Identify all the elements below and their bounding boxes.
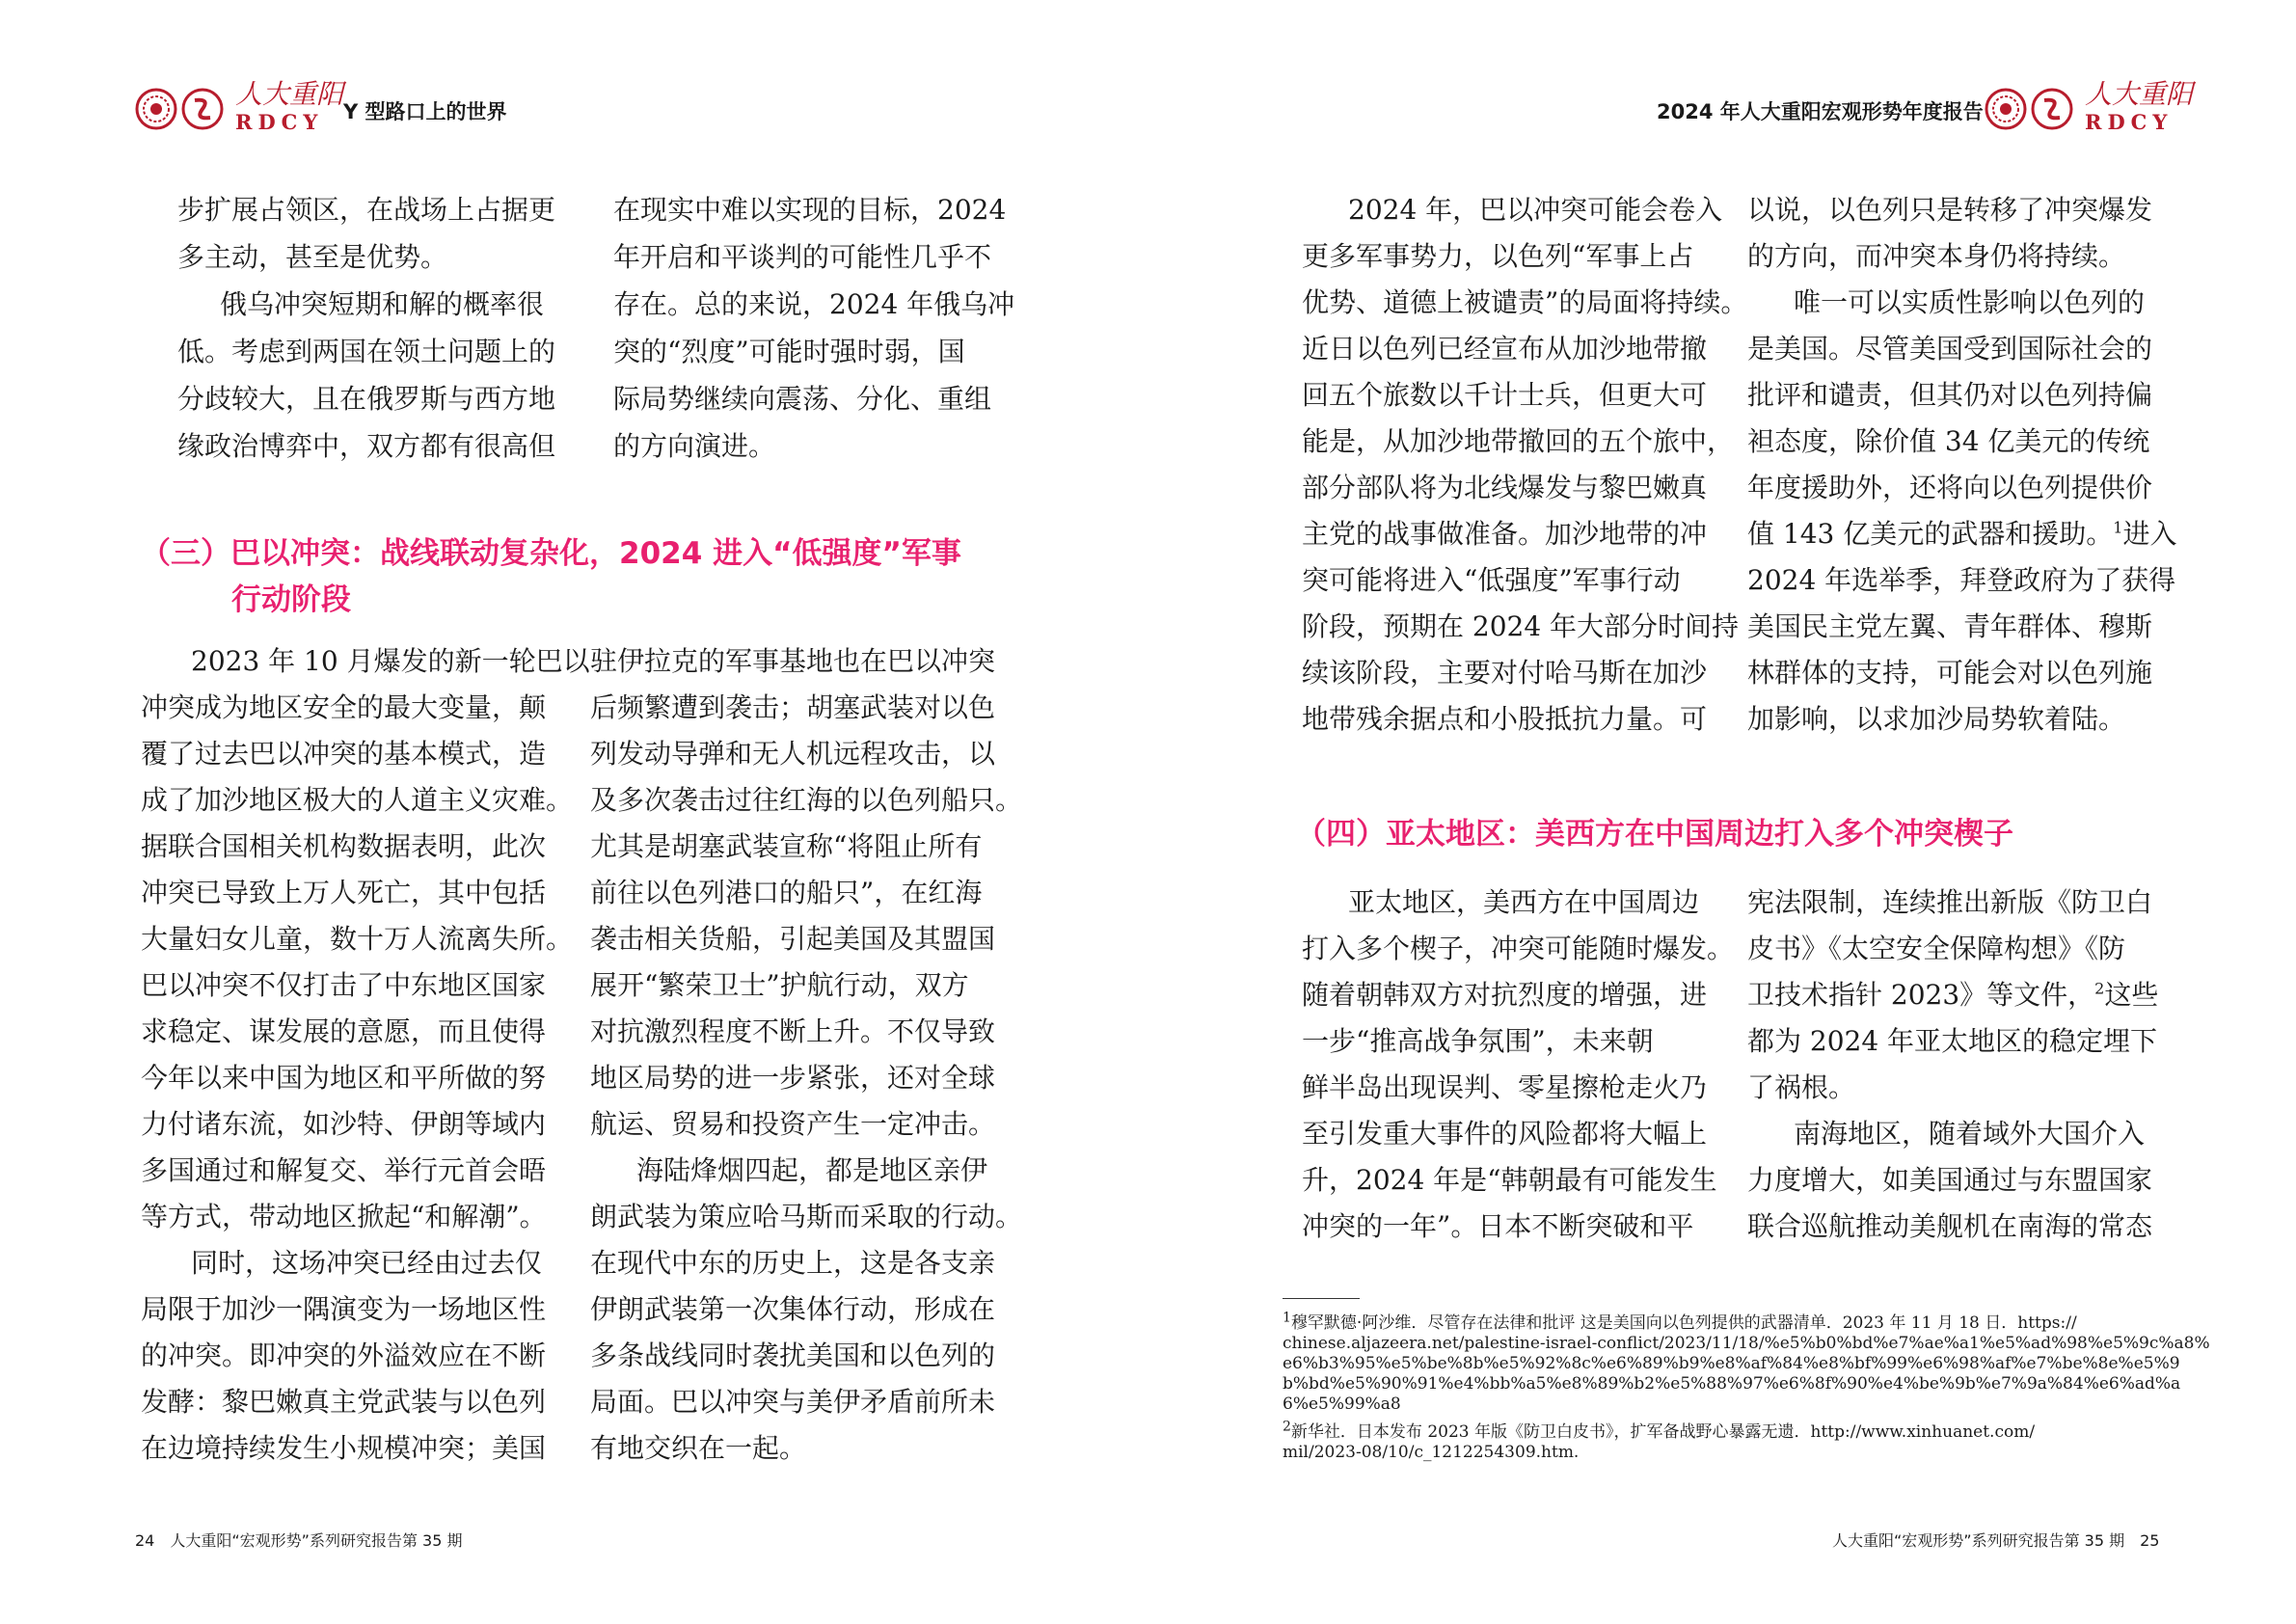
text-line [177, 384, 555, 415]
section-heading-4: （四）亚太地区：美西方在中国周边打入多个冲突楔子 [1296, 817, 2013, 852]
text-line [1794, 287, 2145, 318]
text-line [141, 1202, 547, 1232]
text-line-content: 加影响，以求加沙局势软着陆。 [1747, 703, 2126, 735]
text-line-content: 林群体的支持，可能会对以色列施 [1747, 657, 2153, 689]
text-line [590, 1109, 995, 1140]
text-line [1348, 195, 1722, 226]
text-line-content: 驻伊拉克的军事基地也在巴以冲突 [590, 645, 996, 677]
text-line [590, 1063, 995, 1094]
text-line-content: 等方式，带动地区掀起“和解潮”。 [141, 1201, 547, 1232]
text-line-content: 大量妇女儿童，数十万人流离失所。 [141, 923, 574, 955]
text-line-content: 优势、道德上被谴责”的局面将持续。 [1302, 286, 1748, 318]
text-line-content: 覆了过去巴以冲突的基本模式，造 [141, 738, 547, 770]
text-line [1302, 241, 1693, 272]
rdcy-emblem-icon [1985, 81, 2077, 137]
text-line [1302, 519, 1707, 550]
footnote-number: 2 [1283, 1419, 1291, 1435]
text-line [590, 1340, 995, 1371]
text-line-content: 皮书》《太空安全保障构想》《防 [1747, 933, 2126, 964]
text-line [590, 1248, 995, 1279]
text-line [1747, 611, 2152, 642]
text-line [141, 1016, 546, 1047]
text-line-content: 亚太地区，美西方在中国周边 [1348, 886, 1700, 918]
section-heading-3-continued: 行动阶段 [231, 582, 351, 617]
footnote-line [1283, 1419, 2036, 1443]
text-line-content: 以说，以色列只是转移了冲突爆发 [1747, 194, 2153, 226]
text-line [590, 692, 995, 723]
text-line [590, 831, 982, 862]
footnote-line [1283, 1310, 2077, 1334]
text-line-content: 地区局势的进一步紧张，还对全球 [590, 1062, 996, 1094]
text-line [590, 1016, 995, 1047]
text-line-content: 袭击相关货船，引起美国及其盟国 [590, 923, 996, 955]
text-line [1302, 1119, 1707, 1150]
text-line-content: 近日以色列已经宣布从加沙地带撤 [1302, 333, 1708, 365]
text-line-content: 存在。总的来说，2024 年俄乌冲 [613, 288, 1015, 320]
text-line-content: 伊朗武装第一次集体行动，形成在 [590, 1293, 996, 1325]
text-line-content: 的方向演进。 [613, 430, 776, 462]
text-line [613, 384, 991, 415]
text-line-content: 力度增大，如美国通过与东盟国家 [1747, 1164, 2153, 1196]
text-line-content: 随着朝韩双方对抗烈度的增强，进 [1302, 979, 1708, 1011]
text-line-content: 巴以冲突不仅打击了中东地区国家 [141, 969, 547, 1001]
text-line-content: 唯一可以实质性影响以色列的 [1794, 286, 2146, 318]
text-line [1302, 287, 1747, 318]
text-line-content: 发酵：黎巴嫩真主党武装与以色列 [141, 1386, 547, 1418]
text-line [590, 1294, 995, 1325]
running-title: Y 型路口上的世界 [343, 100, 507, 123]
text-line [1747, 195, 2152, 226]
text-line-content: 宪法限制，连续推出新版《防卫白 [1747, 886, 2153, 918]
text-line [141, 739, 546, 770]
text-line [1747, 241, 2125, 272]
text-line [177, 195, 555, 226]
footnote-reference[interactable]: 2 [2094, 979, 2105, 998]
text-line [177, 431, 555, 462]
text-line-content: 分歧较大，且在俄罗斯与西方地 [177, 383, 556, 415]
text-line-content: 年度援助外，还将向以色列提供价 [1747, 472, 2153, 503]
running-title: 2024 年人大重阳宏观形势年度报告 [1657, 100, 1984, 123]
logo-english-name: RDCY [235, 110, 324, 134]
text-line [1747, 934, 2125, 964]
text-line [590, 924, 995, 955]
text-line-content: 低。考虑到两国在领土问题上的 [177, 336, 556, 367]
text-line-content: 是美国。尽管美国受到国际社会的 [1747, 333, 2153, 365]
text-line-content: 部分部队将为北线爆发与黎巴嫩真 [1302, 472, 1708, 503]
text-line [1302, 1165, 1716, 1196]
text-line-content: 能是，从加沙地带撤回的五个旅中， [1302, 425, 1735, 457]
text-line-content: 南海地区，随着域外大国介入 [1794, 1118, 2146, 1150]
text-line-content: 朗武装为策应哈马斯而采取的行动。 [590, 1201, 1023, 1232]
text-line-content: 对抗激烈程度不断上升。不仅导致 [590, 1015, 996, 1047]
text-line [141, 785, 573, 816]
text-line-content: 海陆烽烟四起，都是地区亲伊 [636, 1154, 988, 1186]
text-line-content: 有地交织在一起。 [590, 1432, 807, 1464]
text-line [590, 1433, 806, 1464]
footnote-number: 1 [1283, 1310, 1291, 1326]
text-line [1747, 980, 2158, 1011]
text-line [590, 878, 982, 908]
text-line [141, 924, 573, 955]
text-line-content: 美国民主党左翼、青年群体、穆斯 [1747, 610, 2153, 642]
text-line-content: 2023 年 10 月爆发的新一轮巴以 [191, 645, 590, 677]
text-line [1747, 1211, 2152, 1242]
text-line-content: 在现实中难以实现的目标，2024 [613, 194, 1007, 226]
text-line-content: 突的“烈度”可能时强时弱，国 [613, 336, 965, 367]
text-line-content: 在现代中东的历史上，这是各支亲 [590, 1247, 996, 1279]
text-line-content: 缘政治博弈中，双方都有很高但 [177, 430, 556, 462]
text-line [590, 1202, 1022, 1232]
text-line-content: 年开启和平谈判的可能性几乎不 [613, 241, 992, 273]
text-line-content: 多国通过和解复交、举行元首会晤 [141, 1154, 547, 1186]
page-folio: 24 人大重阳“宏观形势”系列研究报告第 35 期 [135, 1531, 463, 1550]
text-line [141, 1340, 546, 1371]
text-line [141, 692, 546, 723]
page-folio: 人大重阳“宏观形势”系列研究报告第 35 期 25 [1832, 1531, 2160, 1550]
text-line-content: 后频繁遭到袭击；胡塞武装对以色 [590, 691, 996, 723]
text-line-content: 及多次袭击过往红海的以色列船只。 [590, 784, 1023, 816]
text-line [613, 289, 1014, 320]
text-line [141, 1155, 546, 1186]
logo-chinese-name: 人大重阳 [2085, 78, 2194, 110]
text-line-content: 局面。巴以冲突与美伊矛盾前所未 [590, 1386, 996, 1418]
text-line [613, 195, 1006, 226]
text-line [1302, 611, 1739, 642]
text-line-content: 这些 [2104, 979, 2159, 1011]
text-line [590, 785, 1022, 816]
text-line-content: 据联合国相关机构数据表明，此次 [141, 830, 547, 862]
text-line-content: 冲突已导致上万人死亡，其中包括 [141, 877, 547, 908]
text-line [613, 431, 775, 462]
text-line [1747, 1072, 1855, 1103]
text-line [141, 831, 546, 862]
text-line-content: 展开“繁荣卫士”护航行动，双方 [590, 969, 969, 1001]
text-line-content: 今年以来中国为地区和平所做的努 [141, 1062, 547, 1094]
text-line-content: 升，2024 年是“韩朝最有可能发生 [1302, 1164, 1717, 1196]
footnote-line [1283, 1394, 1401, 1415]
text-line-content: 主党的战事做准备。加沙地带的冲 [1302, 518, 1708, 550]
text-line-content: 航运、贸易和投资产生一定冲击。 [590, 1108, 996, 1140]
text-line-content: 一步“推高战争氛围”，未来朝 [1302, 1025, 1654, 1057]
text-line-content: 步扩展占领区，在战场上占据更 [177, 194, 556, 226]
text-line [1794, 1119, 2145, 1150]
text-line-content: 力付诸东流，如沙特、伊朗等域内 [141, 1108, 547, 1140]
text-line [1302, 380, 1707, 411]
text-line-content: 批评和谴责，但其仍对以色列持偏 [1747, 379, 2153, 411]
rdcy-logo [135, 78, 344, 137]
text-line-content: 多条战线同时袭扰美国和以色列的 [590, 1340, 996, 1371]
text-line-content: 同时，这场冲突已经由过去仅 [191, 1247, 543, 1279]
text-line-content: 列发动导弹和无人机远程攻击，以 [590, 738, 996, 770]
footnote-line [1283, 1334, 2210, 1354]
text-line [1302, 334, 1707, 365]
text-line-content: 联合巡航推动美舰机在南海的常态 [1747, 1210, 2153, 1242]
text-line [141, 1063, 546, 1094]
text-line [191, 1248, 542, 1279]
rdcy-emblem-icon [135, 81, 228, 137]
footnote-text: b%bd%e5%90%91%e4%bb%a5%e8%89%b2%e5%88%97%e6%8f%90%e4%be%9b%e7%9a%84%e6%ad%a [1283, 1374, 2181, 1394]
text-line-content: 成了加沙地区极大的人道主义灾难。 [141, 784, 574, 816]
text-line [1302, 934, 1734, 964]
logo-chinese-name: 人大重阳 [235, 78, 344, 110]
text-line [141, 1109, 546, 1140]
section-heading-3: （三）巴以冲突：战线联动复杂化，2024 进入“低强度”军事 [141, 536, 961, 571]
footnote-text: 6%e5%99%a8 [1283, 1394, 1401, 1414]
text-line [636, 1155, 987, 1186]
text-line [590, 646, 995, 677]
text-line [1747, 658, 2152, 689]
text-line [1302, 565, 1681, 596]
text-line [1747, 1026, 2157, 1057]
text-line [1747, 1165, 2152, 1196]
text-line [590, 1387, 995, 1418]
footnote-line [1283, 1443, 1579, 1463]
text-line [1348, 887, 1699, 918]
text-line [1302, 1026, 1654, 1057]
text-line-content: 际局势继续向震荡、分化、重组 [613, 383, 992, 415]
text-line-content: 的方向，而冲突本身仍将持续。 [1747, 240, 2126, 272]
text-line-content: 了祸根。 [1747, 1071, 1856, 1103]
text-line [1302, 658, 1707, 689]
text-line [1747, 473, 2152, 503]
footnote-text: 穆罕默德·阿沙维．尽管存在法律和批评 这是美国向以色列提供的武器清单．2023 年 11 月 18 日．https:// [1290, 1313, 2077, 1333]
text-line-content: 尤其是胡塞武装宣称“将阻止所有 [590, 830, 983, 862]
text-line-content: 2024 年，巴以冲突可能会卷入 [1348, 194, 1723, 226]
text-line [177, 242, 447, 273]
footnote-text: chinese.aljazeera.net/palestine-israel-conflict/2023/11/18/%e5%b0%bd%e7%ae%a1%e5%ad%98%e5%9c%a8% [1283, 1334, 2210, 1353]
text-line [1747, 334, 2152, 365]
text-line [1302, 704, 1707, 735]
text-line-content: 的冲突。即冲突的外溢效应在不断 [141, 1340, 547, 1371]
text-line-content: 冲突成为地区安全的最大变量，颠 [141, 691, 547, 723]
text-line-content: 前往以色列港口的船只”，在红海 [590, 877, 983, 908]
text-line-content: 求稳定、谋发展的意愿，而且使得 [141, 1015, 547, 1047]
footnote-reference[interactable]: 1 [2113, 518, 2123, 537]
text-line [1747, 426, 2149, 457]
text-line [590, 970, 969, 1001]
footnote-text: mil/2023-08/10/c_1212254309.htm. [1283, 1443, 1580, 1462]
text-line-content: 至引发重大事件的风险都将大幅上 [1302, 1118, 1708, 1150]
text-line [1302, 980, 1707, 1011]
text-line [1747, 380, 2152, 411]
text-line [1747, 704, 2125, 735]
footnote-rule [1283, 1298, 1360, 1299]
text-line-content: 值 143 亿美元的武器和援助。 [1747, 518, 2114, 550]
text-line-content: 续该阶段，主要对付哈马斯在加沙 [1302, 657, 1708, 689]
text-line [220, 289, 544, 320]
text-line [1747, 519, 2176, 550]
footnote-text: e6%b3%95%e5%be%8b%e5%92%8c%e6%89%b9%e8%af%84%e8%bf%99%e6%98%af%e7%be%8e%e5%9 [1283, 1354, 2180, 1373]
text-line [141, 1294, 546, 1325]
text-line [1747, 565, 2175, 596]
text-line-content: 进入 [2122, 518, 2177, 550]
text-line-content: 鲜半岛出现误判、零星擦枪走火乃 [1302, 1071, 1708, 1103]
text-line [1302, 1072, 1707, 1103]
text-line-content: 2024 年选举季，拜登政府为了获得 [1747, 564, 2176, 596]
text-line [141, 1433, 546, 1464]
text-line [1302, 426, 1734, 457]
text-line [1302, 473, 1707, 503]
text-line [613, 242, 991, 273]
text-line-content: 突可能将进入“低强度”军事行动 [1302, 564, 1681, 596]
logo-english-name: RDCY [2085, 110, 2174, 134]
text-line-content: 局限于加沙一隅演变为一场地区性 [141, 1293, 547, 1325]
text-line [141, 878, 546, 908]
text-line [177, 337, 555, 367]
text-line-content: 阶段，预期在 2024 年大部分时间持 [1302, 610, 1740, 642]
text-line [141, 970, 546, 1001]
text-line-content: 冲突的一年”。日本不断突破和平 [1302, 1210, 1694, 1242]
text-line [191, 646, 590, 677]
text-line-content: 俄乌冲突短期和解的概率很 [220, 288, 545, 320]
text-line [613, 337, 965, 367]
footnote-text: 新华社．日本发布 2023 年版《防卫白皮书》，扩军备战野心暴露无遗．http://www.xinhuanet.com/ [1290, 1422, 2036, 1442]
footnote-line [1283, 1354, 2180, 1374]
text-line-content: 都为 2024 年亚太地区的稳定埋下 [1747, 1025, 2158, 1057]
text-line-content: 袒态度，除价值 34 亿美元的传统 [1747, 425, 2150, 457]
text-line [590, 739, 995, 770]
text-line [1747, 887, 2152, 918]
text-line-content: 多主动，甚至是优势。 [177, 241, 448, 273]
text-line-content: 打入多个楔子，冲突可能随时爆发。 [1302, 933, 1735, 964]
text-line [1302, 1211, 1693, 1242]
footnote-line [1283, 1374, 2180, 1394]
text-line-content: 回五个旅数以千计士兵，但更大可 [1302, 379, 1708, 411]
rdcy-logo [1985, 78, 2194, 137]
text-line-content: 卫技术指针 2023》等文件， [1747, 979, 2095, 1011]
text-line [141, 1387, 546, 1418]
text-line-content: 在边境持续发生小规模冲突；美国 [141, 1432, 547, 1464]
text-line-content: 更多军事势力，以色列“军事上占 [1302, 240, 1694, 272]
text-line-content: 地带残余据点和小股抵抗力量。可 [1302, 703, 1708, 735]
